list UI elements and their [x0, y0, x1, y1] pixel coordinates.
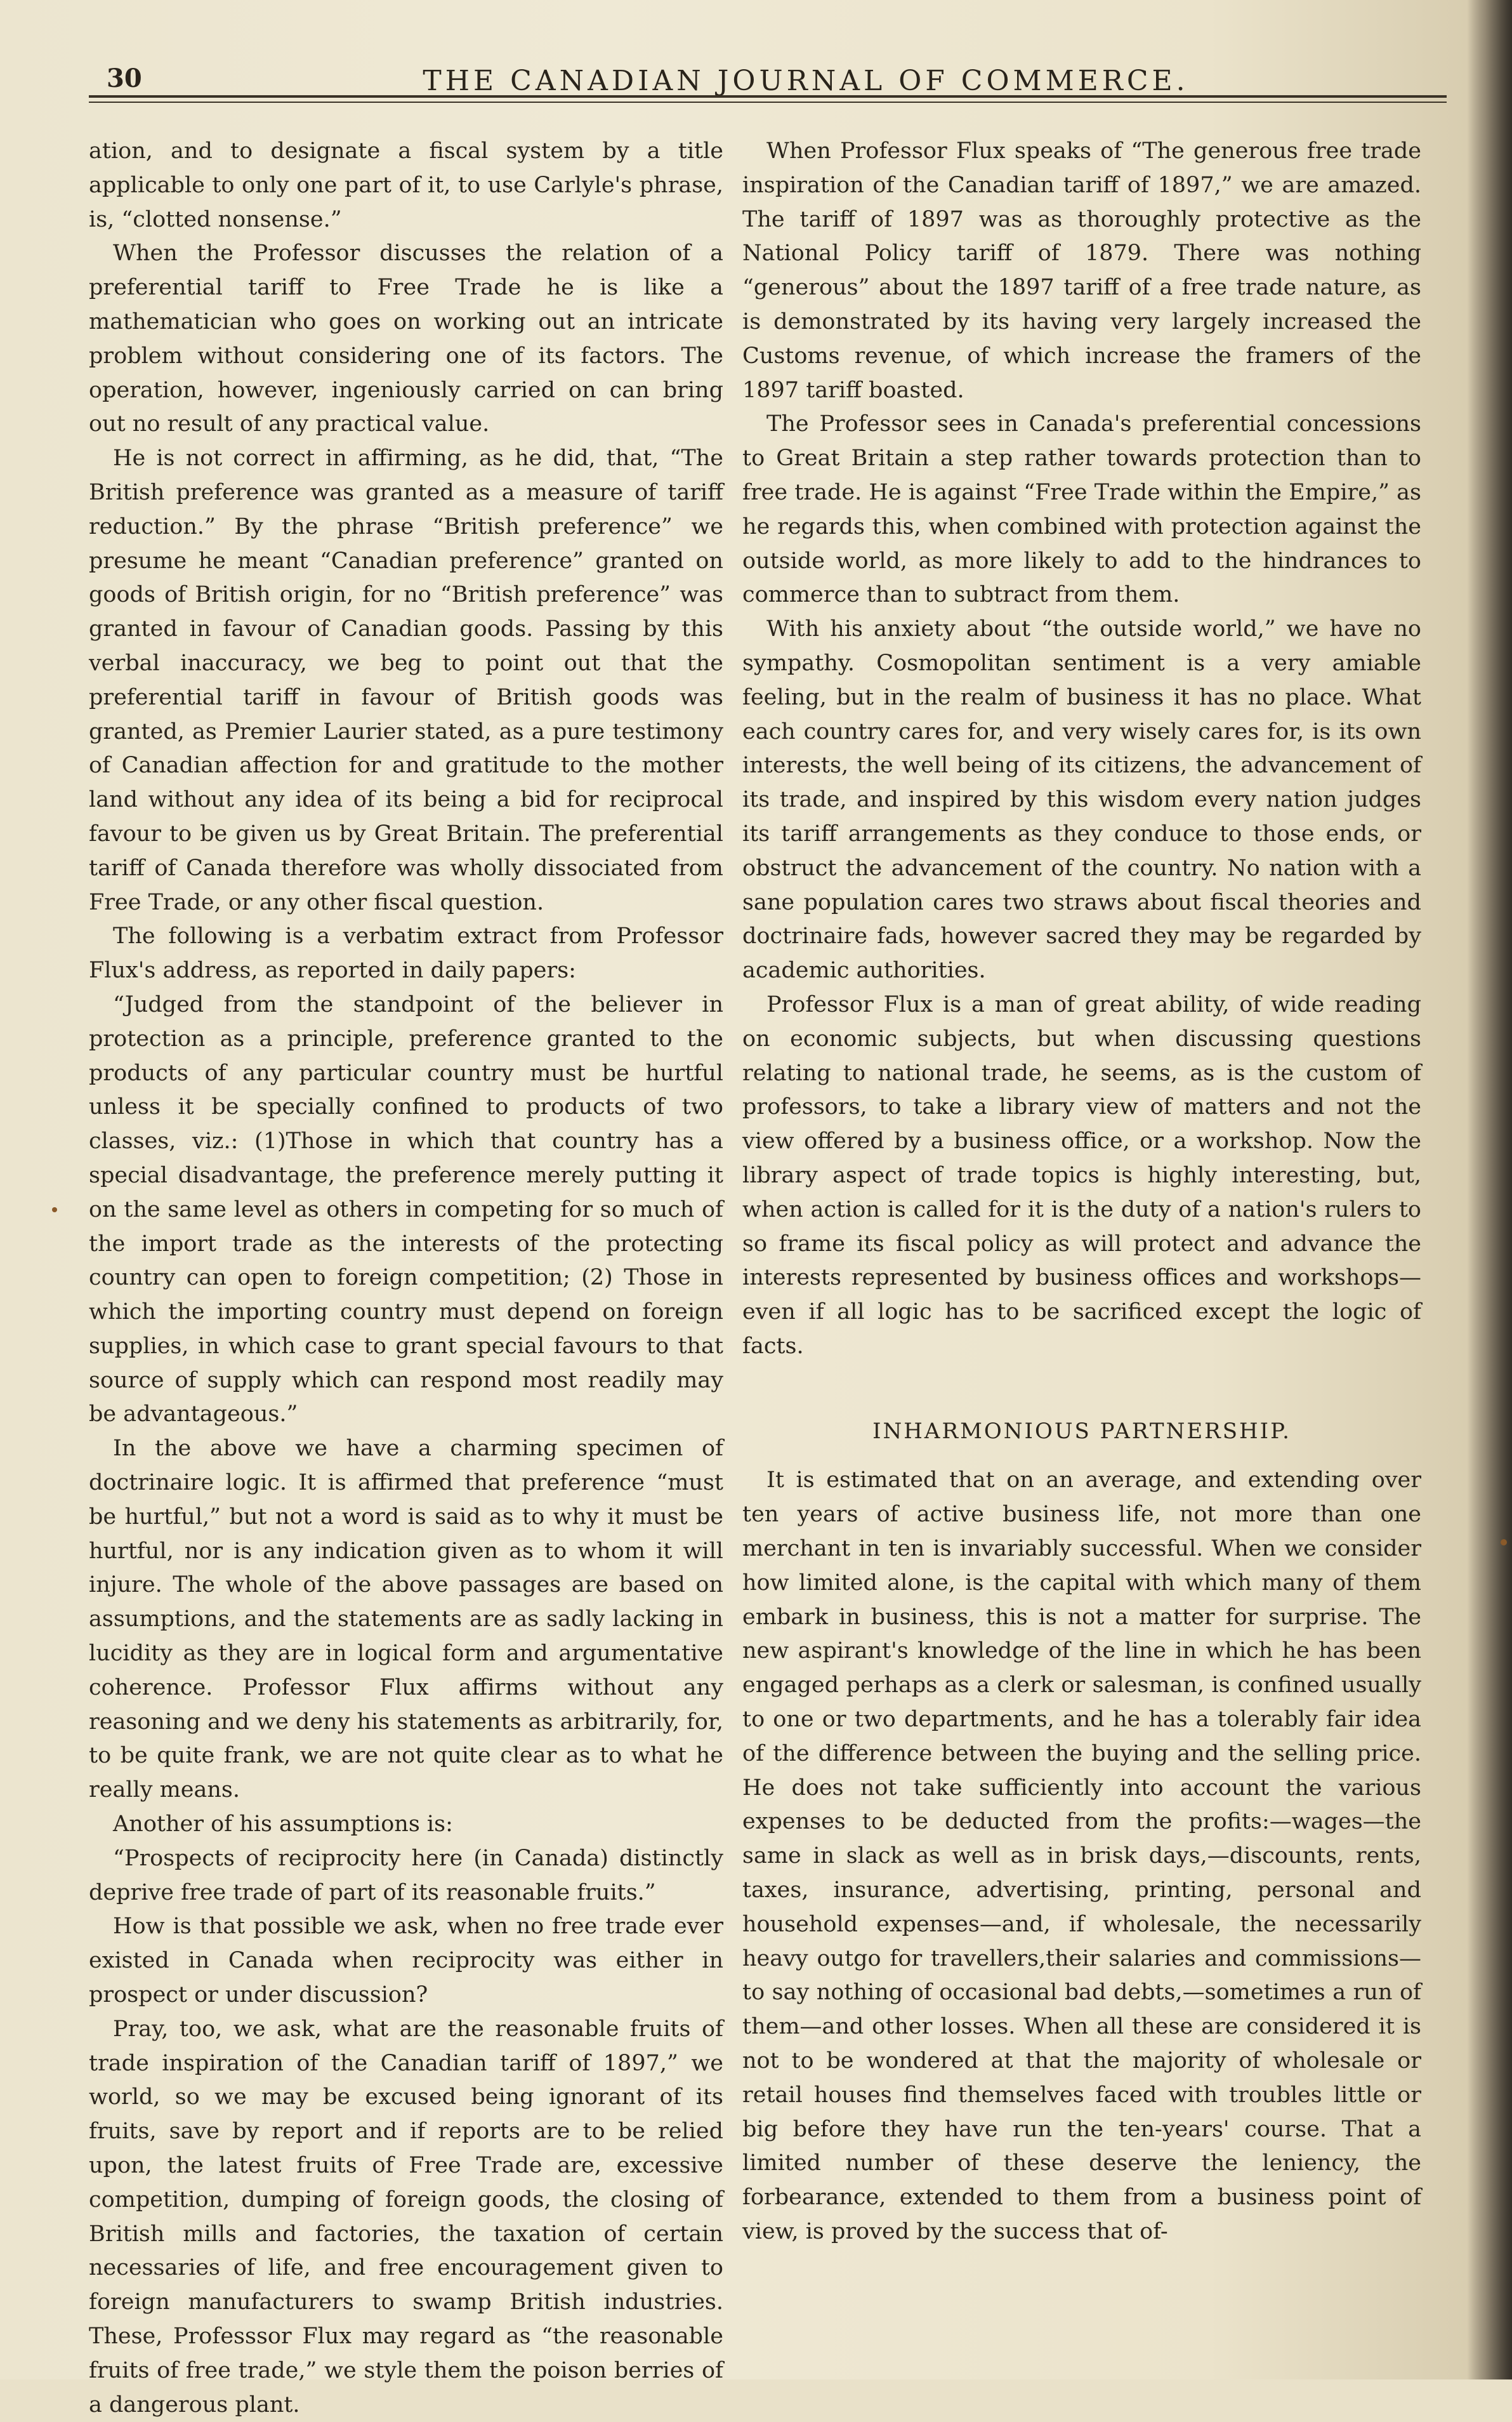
paragraph: With his anxiety about “the outside world,” we have no sympathy. Cosmopolitan sentiment is a very amiable feeling, but in the realm of business it has no place. What each country cares for, and very wisely cares for, is its own interests, the well being of its citizens, the advancement of its trade, and inspired by this wisdom every nation judges its tariff arrangements as they conduce to those ends, or obstruct the advancement of the country. No nation with a sane population cares two straws about fiscal theories and doctrinaire fads, however sacred they may be regarded by academic authorities. [742, 616, 1421, 984]
paragraph: “Prospects of reciprocity here (in Canada) distinctly deprive free trade of part of its reasonable fruits.” [89, 1845, 723, 1905]
ink-speck [52, 1207, 57, 1212]
header-rule-thick [89, 95, 1447, 98]
paragraph: How is that possible we ask, when no free trade ever existed in Canada when reciprocity was either in prospect or under discussion? [89, 1914, 723, 2008]
paragraph: When Professor Flux speaks of “The generous free trade inspiration of the Canadian tariff of 1897,” we are amazed. The tariff of 1897 was as thoroughly protective as the National Policy tariff of 1879. There was nothing “generous” about the 1897 tariff of a free trade nature, as is demonstrated by its having very largely increased the Customs revenue, of which increase the framers of the 1897 tariff boasted. [742, 138, 1421, 403]
page-number: 30 [107, 63, 142, 93]
left-column [89, 135, 723, 2422]
paragraph: ation, and to designate a fiscal system by a title applicable to only one part of it, to use Carlyle's phrase, is, “clotted nonsense.” [89, 138, 723, 232]
journal-title: THE CANADIAN JOURNAL OF COMMERCE. [423, 65, 1189, 97]
ink-speck [1501, 1539, 1507, 1545]
page-header [82, 56, 1453, 100]
paragraph: When the Professor discusses the relation of a preferential tariff to Free Trade he is like a mathematician who goes on working out an intricate problem without considering one of its factors. The operation, however, ingeniously carried on can bring out no result of any practical value. [89, 241, 723, 437]
paragraph: In the above we have a charming specimen of doctrinaire logic. It is affirmed that preference “must be hurtful,” but not a word is said as to why it must be hurtful, nor is any indication given as to whom it will injure. The whole of the above passages are based on assumptions, and the statements are as sadly lacking in lucidity as they are in logical form and argumentative coherence. Professor Flux affirms without any reasoning and we deny his statements as arbitrarily, for, to be quite frank, we are not quite clear as to what he really means. [89, 1436, 723, 1803]
right-column [742, 135, 1421, 2249]
paragraph: It is estimated that on an average, and extending over ten years of active business life, not more than one merchant in ten is invariably successful. When we consider how limited alone, is the capital with which many of them embark in business, this is not a matter for surprise. The new aspirant's knowledge of the line in which he has been engaged perhaps as a clerk or salesman, is confined usually to one or two departments, and he has a tolerably fair idea of the difference between the buying and the selling price. He does not take sufficiently into account the various expenses to be deducted from the profits:—wages—the same in slack as well as in brisk days,—discounts, rents, taxes, insurance, advertising, printing, personal and household expenses—and, if wholesale, the necessarily heavy outgo for travellers,their salaries and commissions—to say nothing of occasional bad debts,—sometimes a run of them—and other losses. When all these are considered it is not to be wondered at that the majority of wholesale or retail houses find themselves faced with troubles little or big before they have run the ten-years' course. That a limited number of these deserve the leniency, the forbearance, extended to them from a business point of view, is proved by the success that of- [742, 1467, 1421, 2245]
header-rule-thin [89, 102, 1447, 103]
paragraph: Another of his assumptions is: [113, 1811, 453, 1837]
paragraph: The following is a verbatim extract from Professor Flux's address, as reported in daily papers: [89, 923, 723, 984]
paragraph: “Judged from the standpoint of the believer in protection as a principle, preference granted to the products of any particular country must be hurtful unless it be specially confined to products of two classes, viz.: (1)Those in which that country has a special disadvantage, the preference merely putting it on the same level as others in competing for so much of the import trade as the interests of the protecting country can open to foreign competition; (2) Those in which the importing country must depend on foreign supplies, in which case to grant special favours to that source of supply which can respond most readily may be advantageous.” [89, 991, 723, 1427]
section-heading: INHARMONIOUS PARTNERSHIP. [872, 1418, 1291, 1444]
paragraph: Pray, too, we ask, what are the reasonable fruits of trade inspiration of the Canadian tariff of 1897,” we world, so we may be excused being ignorant of its fruits, save by report and if reports are to be relied upon, the latest fruits of Free Trade are, excessive competition, dumping of foreign goods, the closing of British mills and factories, the taxation of certain necessaries of life, and free encouragement given to foreign manufacturers to swamp British industries. These, Professsor Flux may regard as “the reasonable fruits of free trade,” we style them the poison berries of a dangerous plant. [89, 2016, 723, 2418]
paragraph: He is not correct in affirming, as he did, that, “The British preference was granted as a measure of tariff reduction.” By the phrase “British preference” we presume he meant “Canadian preference” granted on goods of British origin, for no “British preference” was granted in favour of Canadian goods. Passing by this verbal inaccuracy, we beg to point out that the preferential tariff in favour of British goods was granted, as Premier Laurier stated, as a pure testimony of Canadian affection for and gratitude to the mother land without any idea of its being a bid for reciprocal favour to be given us by Great Britain. The preferential tariff of Canada therefore was wholly dissociated from Free Trade, or any other fiscal question. [89, 446, 723, 915]
page-edge-shadow [1468, 0, 1512, 2379]
paragraph: The Professor sees in Canada's preferential concessions to Great Britain a step rather towards protection than to free trade. He is against “Free Trade within the Empire,” as he regards this, when combined with protection against the outside world, as more likely to add to the hindrances to commerce than to subtract from them. [742, 411, 1421, 608]
paragraph: Professor Flux is a man of great ability, of wide reading on economic subjects, but when discussing questions relating to national trade, he seems, as is the custom of professors, to take a library view of matters and not the view offered by a business office, or a workshop. Now the library aspect of trade topics is highly interesting, but, when action is called for it is the duty of a nation's rulers to so frame its fiscal policy as will protect and advance the interests represented by business offices and workshops—even if all logic has to be sacrificed except the logic of facts. [742, 991, 1421, 1359]
